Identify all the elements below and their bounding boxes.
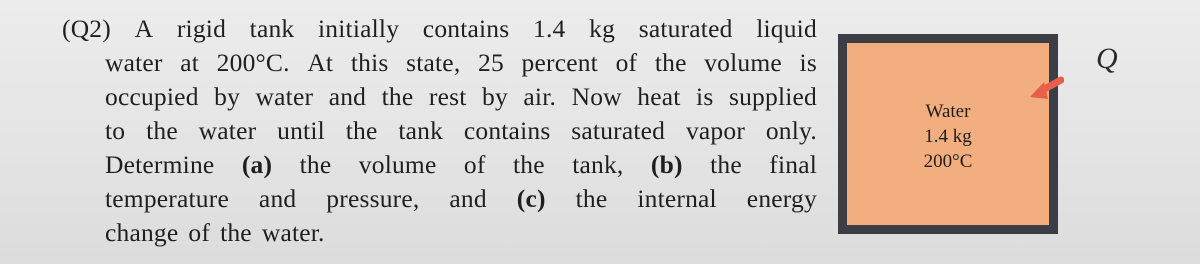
problem-word: is: [696, 82, 714, 111]
problem-line-2: [62, 46, 817, 80]
tank-figure: [838, 34, 1058, 232]
problem-word: change: [105, 218, 179, 247]
problem-word: kg: [589, 14, 616, 43]
problem-word: the: [299, 150, 332, 179]
problem-word: tank,: [572, 150, 624, 179]
problem-word: Determine: [105, 150, 215, 179]
problem-line-3: [62, 80, 817, 114]
problem-word: 25: [478, 48, 504, 77]
tank-contents-label: [847, 99, 1049, 174]
problem-word: water: [255, 82, 314, 111]
problem-word: the: [575, 184, 608, 213]
problem-word: At: [307, 48, 334, 77]
problem-word: contains: [463, 116, 551, 145]
problem-word: saturated: [638, 14, 733, 43]
heat-transfer-symbol: Q: [1096, 42, 1118, 75]
problem-word: tank: [398, 116, 444, 145]
problem-line-4: [62, 114, 817, 148]
problem-word: A: [134, 14, 154, 43]
problem-word: until: [277, 116, 325, 145]
problem-word: temperature: [105, 184, 229, 213]
problem-word: the: [654, 48, 687, 77]
problem-word: (Q2): [62, 14, 111, 43]
problem-word: water: [105, 48, 163, 77]
problem-word: final: [769, 150, 817, 179]
problem-word: state,: [406, 48, 461, 77]
problem-word: the: [513, 150, 545, 179]
problem-line-6: [62, 182, 817, 216]
tank-label-temperature: 200°C: [923, 151, 973, 172]
problem-word: by: [214, 82, 241, 111]
problem-word: the: [345, 116, 378, 145]
problem-word: saturated: [571, 116, 666, 145]
problem-word: energy: [746, 184, 817, 213]
problem-word: of: [463, 150, 486, 179]
problem-line-7: [62, 216, 817, 250]
problem-word: of: [188, 218, 211, 247]
problem-line-5: [62, 148, 817, 182]
problem-word: percent: [521, 48, 598, 77]
problem-word: and: [328, 82, 367, 111]
problem-word: the: [146, 116, 178, 145]
problem-word: 200°C.: [216, 48, 290, 77]
problem-word: heat: [637, 82, 681, 111]
problem-word: rest: [428, 82, 467, 111]
problem-word: (b): [650, 150, 683, 179]
problem-word: supplied: [728, 82, 817, 111]
problem-word: volume: [358, 150, 437, 179]
problem-word: Now: [571, 82, 622, 111]
tank-label-substance: Water: [925, 101, 971, 122]
problem-word: volume: [704, 48, 782, 77]
problem-word: internal: [637, 184, 717, 213]
problem-word: liquid: [756, 14, 817, 43]
heat-arrow-icon: [1028, 72, 1064, 106]
problem-word: water.: [261, 218, 325, 247]
problem-word: rigid: [176, 14, 227, 43]
problem-line-1: [62, 12, 817, 46]
problem-word: of: [615, 48, 638, 77]
problem-word: only.: [765, 116, 817, 145]
problem-word: (a): [241, 150, 273, 179]
tank-label-mass: 1.4 kg: [924, 126, 972, 147]
problem-word: occupied: [105, 82, 199, 111]
problem-word: the: [710, 150, 742, 179]
problem-word: contains: [422, 14, 510, 43]
problem-word: 1.4: [533, 14, 566, 43]
problem-word: initially: [318, 14, 400, 43]
problem-word: at: [180, 48, 200, 77]
problem-word: pressure,: [326, 184, 420, 213]
problem-word: and: [258, 184, 297, 213]
problem-word: is: [799, 48, 817, 77]
problem-word: the: [220, 218, 252, 247]
problem-statement: [62, 12, 817, 250]
problem-word: tank: [249, 14, 295, 43]
problem-word: to: [105, 116, 126, 145]
problem-word: this: [350, 48, 389, 77]
problem-word: water: [198, 116, 257, 145]
problem-word: (c): [516, 184, 546, 213]
problem-word: and: [449, 184, 487, 213]
problem-word: the: [381, 82, 414, 111]
problem-word: vapor: [685, 116, 746, 145]
problem-word: by: [482, 82, 508, 111]
rigid-tank: [838, 34, 1058, 234]
problem-word: air.: [523, 82, 557, 111]
